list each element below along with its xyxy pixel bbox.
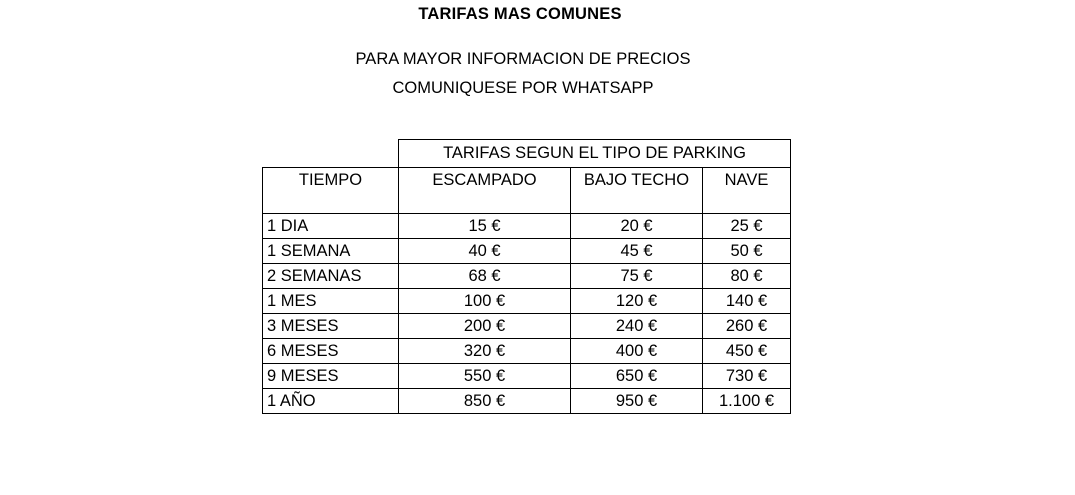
table-row (263, 364, 791, 389)
page-title: TARIFAS MAS COMUNES (418, 5, 622, 23)
cell-tiempo: 1 MES (263, 289, 399, 314)
table-row (263, 214, 791, 239)
cell-nave-price: 50 € (703, 239, 791, 264)
cell-nave-price: 25 € (703, 214, 791, 239)
column-header-bajo-techo: BAJO TECHO (571, 168, 703, 214)
subtitle-line-2: COMUNIQUESE POR WHATSAPP (392, 79, 654, 97)
cell-tiempo: 9 MESES (263, 364, 399, 389)
cell-escampado-price: 40 € (399, 239, 571, 264)
column-header-nave: NAVE (703, 168, 791, 214)
tarifas-table (262, 139, 791, 414)
cell-bajo-techo-price: 240 € (571, 314, 703, 339)
cell-tiempo: 1 DIA (263, 214, 399, 239)
cell-tiempo: 1 SEMANA (263, 239, 399, 264)
cell-tiempo: 1 AÑO (263, 389, 399, 414)
table-row (263, 339, 791, 364)
cell-escampado-price: 100 € (399, 289, 571, 314)
cell-nave-price: 140 € (703, 289, 791, 314)
cell-bajo-techo-price: 950 € (571, 389, 703, 414)
column-header-row (263, 168, 791, 214)
spanning-header-row (263, 140, 791, 168)
cell-tiempo: 3 MESES (263, 314, 399, 339)
cell-bajo-techo-price: 75 € (571, 264, 703, 289)
subtitle-block (0, 45, 1046, 103)
cell-bajo-techo-price: 20 € (571, 214, 703, 239)
cell-nave-price: 450 € (703, 339, 791, 364)
cell-nave-price: 80 € (703, 264, 791, 289)
cell-nave-price: 730 € (703, 364, 791, 389)
cell-escampado-price: 550 € (399, 364, 571, 389)
cell-escampado-price: 15 € (399, 214, 571, 239)
table-row (263, 239, 791, 264)
table-row (263, 389, 791, 414)
column-header-tiempo: TIEMPO (263, 168, 399, 214)
cell-nave-price: 260 € (703, 314, 791, 339)
cell-escampado-price: 320 € (399, 339, 571, 364)
cell-escampado-price: 200 € (399, 314, 571, 339)
cell-tiempo: 6 MESES (263, 339, 399, 364)
empty-corner-cell (263, 140, 399, 168)
cell-bajo-techo-price: 650 € (571, 364, 703, 389)
cell-bajo-techo-price: 400 € (571, 339, 703, 364)
cell-bajo-techo-price: 120 € (571, 289, 703, 314)
table-row (263, 289, 791, 314)
cell-escampado-price: 68 € (399, 264, 571, 289)
cell-bajo-techo-price: 45 € (571, 239, 703, 264)
subtitle-line-1: PARA MAYOR INFORMACION DE PRECIOS (355, 50, 691, 68)
table-row (263, 264, 791, 289)
table-spanning-header: TARIFAS SEGUN EL TIPO DE PARKING (399, 140, 791, 168)
cell-escampado-price: 850 € (399, 389, 571, 414)
table-row (263, 314, 791, 339)
cell-tiempo: 2 SEMANAS (263, 264, 399, 289)
cell-nave-price: 1.100 € (703, 389, 791, 414)
column-header-escampado: ESCAMPADO (399, 168, 571, 214)
